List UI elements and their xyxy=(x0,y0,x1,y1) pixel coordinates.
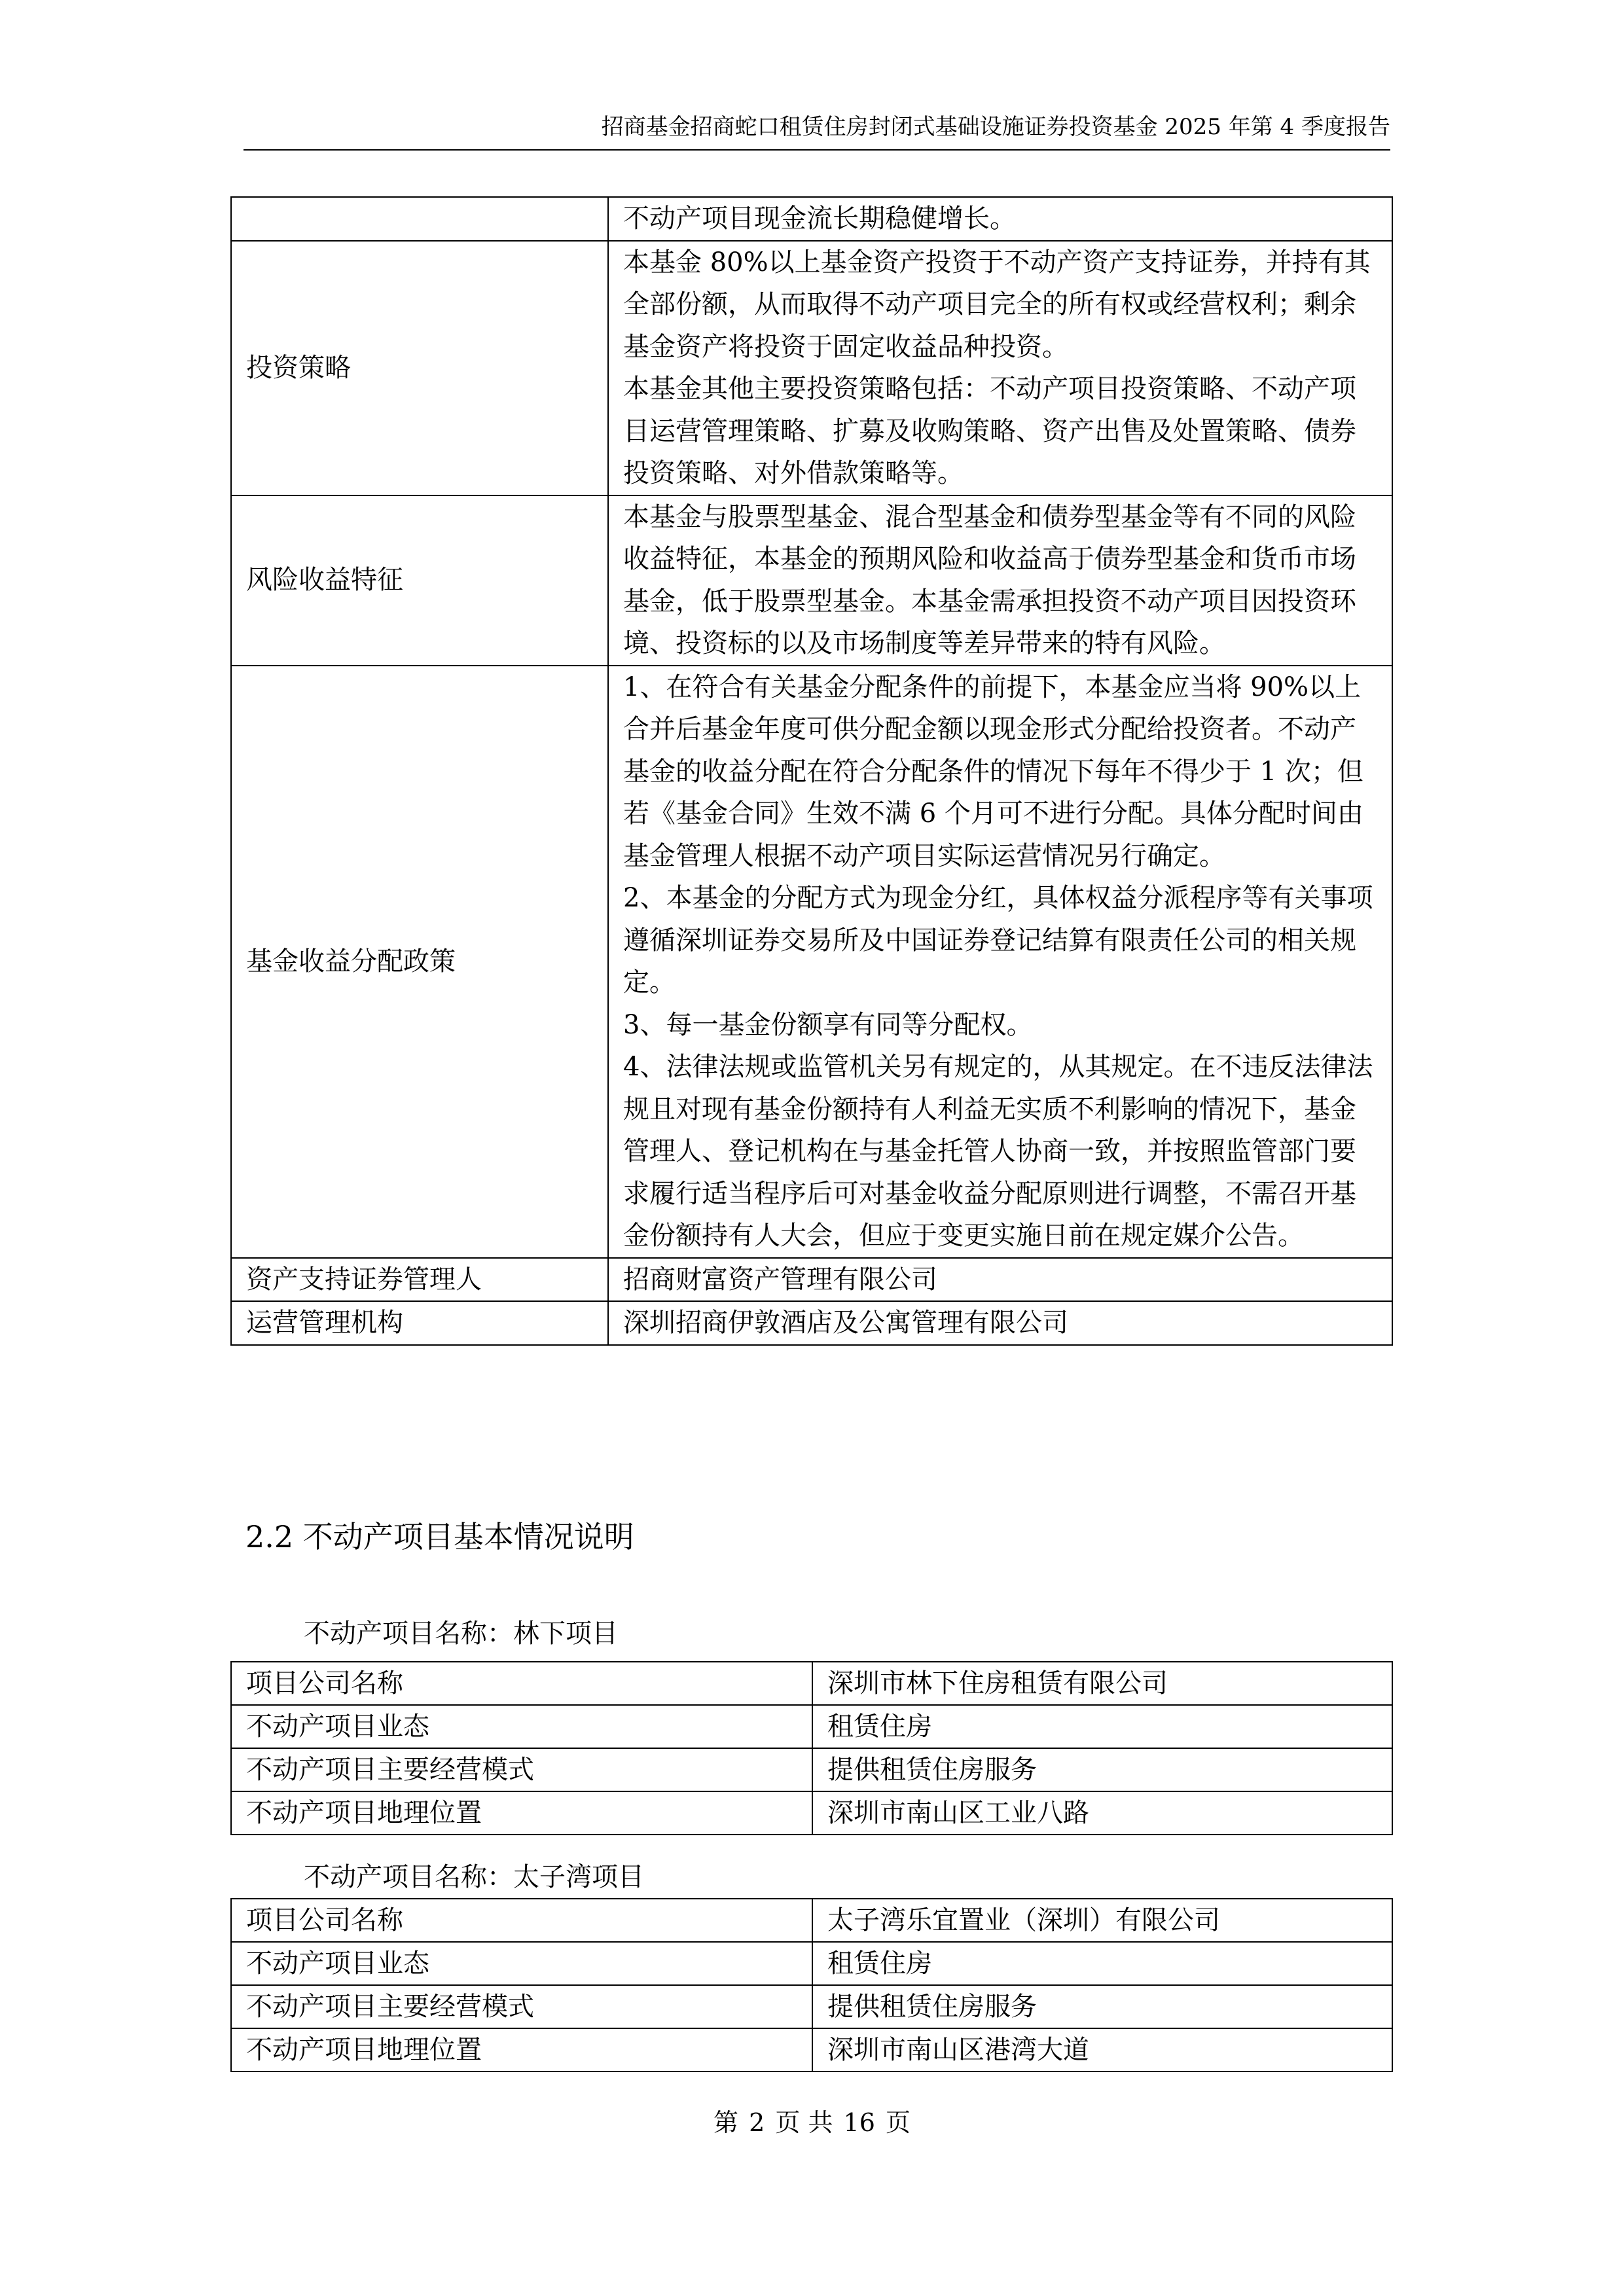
table-row xyxy=(231,1899,1392,1942)
table-row-abs-manager xyxy=(231,1258,1392,1302)
page-middle: 页 共 xyxy=(775,2108,833,2137)
project-table-linxia xyxy=(230,1661,1393,1835)
project-field-label: 不动产项目主要经营模式 xyxy=(231,1748,812,1791)
project-field-label: 不动产项目业态 xyxy=(231,1942,812,1985)
table-row-investment-strategy xyxy=(231,241,1392,495)
project-field-value: 深圳市南山区港湾大道 xyxy=(812,2028,1392,2072)
table-label-cell: 基金收益分配政策 xyxy=(231,666,608,1258)
page-suffix: 页 xyxy=(886,2108,911,2137)
table-label-cell: 资产支持证券管理人 xyxy=(231,1258,608,1302)
paragraph: 1、在符合有关基金分配条件的前提下，本基金应当将 90%以上合并后基金年度可供分配金额以现金形式分配给投资者。不动产基金的收益分配在符合分配条件的情况下每年不得少于 1 次；但若《基金合同》生效不满 6 个月可不进行分配。具体分配时间由基金管理人根据不动产项目实际运营情况另行确定。 xyxy=(623,672,1363,871)
project-field-label: 不动产项目主要经营模式 xyxy=(231,1985,812,2028)
project-name-line: 不动产项目名称：太子湾项目 xyxy=(304,1862,644,1892)
table-value-cell: 招商财富资产管理有限公司 xyxy=(608,1258,1392,1302)
project-field-value: 深圳市南山区工业八路 xyxy=(812,1791,1392,1835)
page-current: 2 xyxy=(749,2108,765,2137)
table-label-cell: 运营管理机构 xyxy=(231,1301,608,1345)
table-label-cell: 投资策略 xyxy=(231,241,608,495)
project-field-value: 提供租赁住房服务 xyxy=(812,1985,1392,2028)
page-prefix: 第 xyxy=(713,2108,738,2137)
project-field-value: 租赁住房 xyxy=(812,1705,1392,1748)
project-field-label: 项目公司名称 xyxy=(231,1662,812,1705)
table-row-operator xyxy=(231,1301,1392,1345)
table-row xyxy=(231,1662,1392,1705)
paragraph: 本基金与股票型基金、混合型基金和债券型基金等有不同的风险收益特征，本基金的预期风险和收益高于债券型基金和货币市场基金，低于股票型基金。本基金需承担投资不动产项目因投资环境、投资标的以及市场制度等差异带来的特有风险。 xyxy=(623,501,1356,658)
page-total: 16 xyxy=(843,2108,875,2137)
report-header xyxy=(244,113,1390,151)
project-field-label: 不动产项目地理位置 xyxy=(231,1791,812,1835)
project-table-taiziwan xyxy=(230,1898,1393,2072)
project-field-value: 深圳市林下住房租赁有限公司 xyxy=(812,1662,1392,1705)
paragraph: 本基金其他主要投资策略包括：不动产项目投资策略、不动产项目运营管理策略、扩募及收购策略、资产出售及处置策略、债券投资策略、对外借款策略等。 xyxy=(623,374,1356,488)
table-label-cell: 风险收益特征 xyxy=(231,495,608,666)
project-field-label: 不动产项目地理位置 xyxy=(231,2028,812,2072)
table-row xyxy=(231,1942,1392,1985)
page-footer xyxy=(0,2106,1624,2139)
paragraph: 本基金 80%以上基金资产投资于不动产资产支持证券，并持有其全部份额，从而取得不动产项目完全的所有权或经营权利；剩余基金资产将投资于固定收益品种投资。 xyxy=(623,247,1371,362)
continuation-text: 不动产项目现金流长期稳健增长。 xyxy=(623,204,1016,234)
section-title: 2.2 不动产项目基本情况说明 xyxy=(245,1519,634,1554)
table-row xyxy=(231,1705,1392,1748)
project-field-label: 不动产项目业态 xyxy=(231,1705,812,1748)
report-header-title: 招商基金招商蛇口租赁住房封闭式基础设施证券投资基金 2025 年第 4 季度报告 xyxy=(601,114,1390,140)
table-row xyxy=(231,1791,1392,1835)
fund-info-table xyxy=(230,196,1393,1346)
table-value-cell xyxy=(608,666,1392,1258)
paragraph: 4、法律法规或监管机关另有规定的，从其规定。在不违反法律法规且对现有基金份额持有人利益无实质不利影响的情况下，基金管理人、登记机构在与基金托管人协商一致，并按照监管部门要求履行适当程序后可对基金收益分配原则进行调整，不需召开基金份额持有人大会，但应于变更实施日前在规定媒介公告。 xyxy=(623,1052,1373,1251)
table-row-distribution-policy xyxy=(231,666,1392,1258)
table-value-cell xyxy=(608,495,1392,666)
table-row xyxy=(231,1748,1392,1791)
project-field-label: 项目公司名称 xyxy=(231,1899,812,1942)
table-value-cell xyxy=(608,241,1392,495)
table-row xyxy=(231,2028,1392,2072)
project-field-value: 提供租赁住房服务 xyxy=(812,1748,1392,1791)
paragraph: 2、本基金的分配方式为现金分红，具体权益分派程序等有关事项遵循深圳证券交易所及中国证券登记结算有限责任公司的相关规定。 xyxy=(623,883,1373,997)
table-value-cell: 深圳招商伊敦酒店及公寓管理有限公司 xyxy=(608,1301,1392,1345)
table-row xyxy=(231,1985,1392,2028)
table-row xyxy=(231,197,1392,241)
paragraph: 3、每一基金份额享有同等分配权。 xyxy=(623,1009,1033,1040)
table-value-cell xyxy=(608,197,1392,241)
project-field-value: 太子湾乐宜置业（深圳）有限公司 xyxy=(812,1899,1392,1942)
table-label-cell xyxy=(231,197,608,241)
project-name-line: 不动产项目名称：林下项目 xyxy=(304,1619,618,1649)
project-field-value: 租赁住房 xyxy=(812,1942,1392,1985)
table-row-risk-return xyxy=(231,495,1392,666)
